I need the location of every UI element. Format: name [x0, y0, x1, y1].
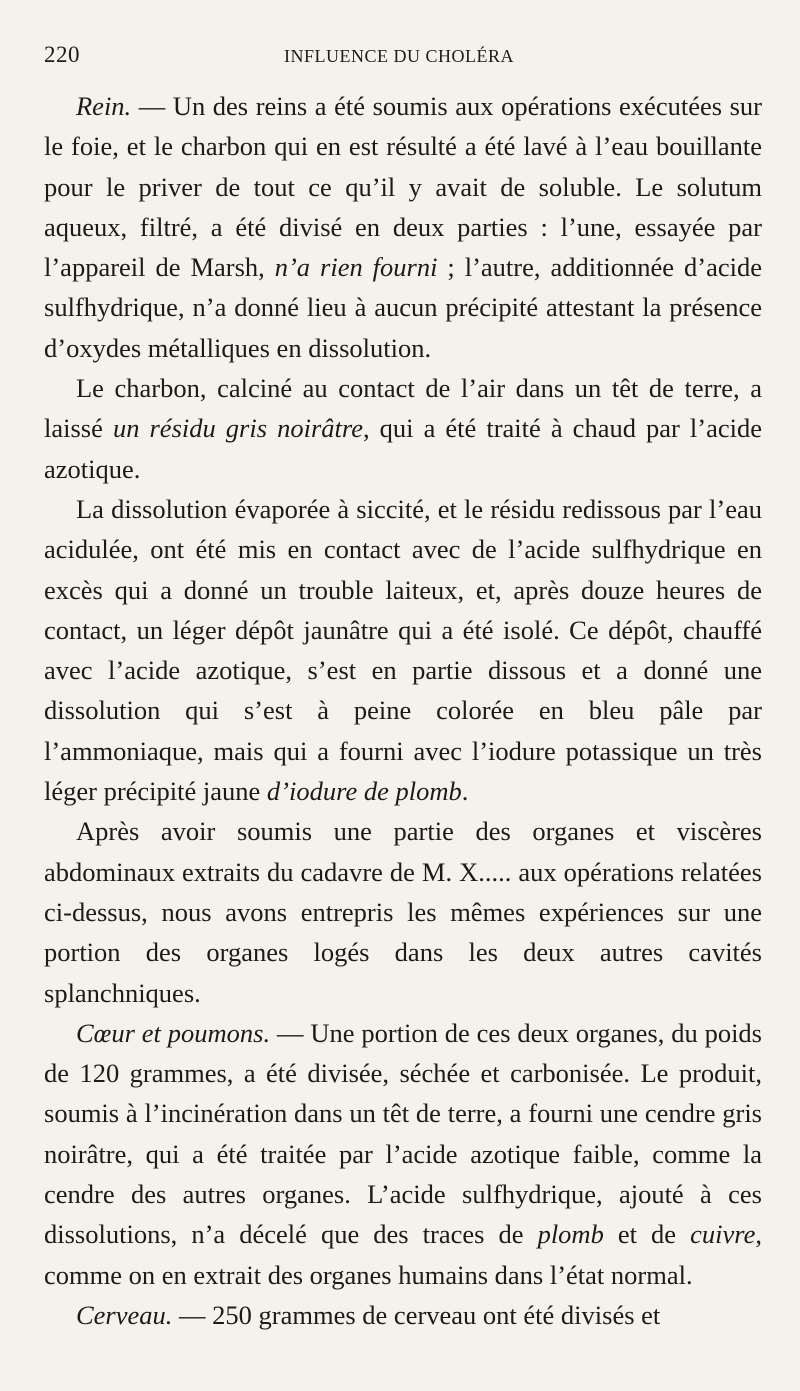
page-number: 220: [44, 42, 80, 67]
paragraph-text: La dissolution évaporée à siccité, et le résidu redissous par l’eau acidulée, ont été mis en contact avec de l’acide sulfhydrique en excès qui a donné un trouble laiteux, et, après douze heures de contact, un léger dépôt jaunâtre qui a été isolé. Ce dépôt, chauffé avec l’acide azotique, s’est en partie dissous et a donné une dissolution qui s’est à peine colorée en bleu pâle par l’ammoniaque, mais qui a fourni avec l’iodure potassique un très léger précipité jaune: [44, 493, 762, 807]
paragraph-text: ; l’autre, additionnée d’acide sulfhydrique, n’a donné lieu à aucun précipité attestant la présence d’oxydes métalliques en dissolution.: [44, 252, 762, 363]
italic-phrase: d’iodure de plomb: [266, 776, 462, 807]
paragraph-text: Le charbon, calciné au contact de l’air dans un têt de terre, a laissé: [44, 373, 762, 444]
paragraph-coeur-poumons: [44, 1013, 762, 1295]
paragraph-charbon: [44, 368, 762, 489]
page-header: [44, 40, 762, 80]
paragraph-text: .: [461, 776, 469, 807]
italic-phrase: plomb: [537, 1219, 604, 1250]
paragraph-rein: [44, 86, 762, 368]
section-lead-cerveau: Cerveau.: [76, 1299, 173, 1330]
running-title: INFLUENCE DU CHOLÉRA: [284, 46, 514, 66]
paragraph-text: — Un des reins a été soumis aux opérations exécutées sur le foie, et le charbon qui en est résulté a été lavé à l’eau bouillante pour le priver de tout ce qu’il y avait de soluble. Le solutum aqueux, filtré, a été divisé en deux parties : l’une, essayée par l’appareil de Marsh,: [44, 91, 762, 283]
italic-phrase: n’a rien fourni: [274, 252, 438, 283]
paragraph-organes: [44, 811, 762, 1012]
page-body: [44, 86, 762, 1335]
paragraph-text: , qui a été traité à chaud par l’acide azotique.: [44, 413, 762, 484]
paragraph-text: — 250 grammes de cerveau ont été divisés et: [172, 1299, 661, 1330]
paragraph-text: et de: [603, 1219, 691, 1250]
paragraph-text: — Une portion de ces deux organes, du poids de 120 grammes, a été divisée, séchée et carbonisée. Le produit, soumis à l’incinération dans un têt de terre, a fourni une cendre gris noirâtre, qui a été traitée par l’acide azotique faible, comme la cendre des autres organes. L’acide sulfhydrique, ajouté à ces dissolutions, n’a décelé que des traces de: [44, 1017, 762, 1250]
paragraph-dissolution: [44, 489, 762, 811]
italic-phrase: cuivre: [690, 1219, 756, 1250]
paragraph-text: , comme on en extrait des organes humains dans l’état normal.: [44, 1219, 762, 1290]
section-lead-coeur-poumons: Cœur et poumons.: [76, 1017, 271, 1048]
section-lead-rein: Rein.: [76, 91, 132, 121]
italic-phrase: un résidu gris noirâtre: [112, 413, 363, 444]
paragraph-cerveau: [44, 1295, 762, 1335]
paragraph-text: Après avoir soumis une partie des organes et viscères abdominaux extraits du cadavre de M. X..... aux opérations relatées ci-dessus, nous avons entrepris les mêmes expériences sur une portion des organes logés dans les deux autres cavités splanchniques.: [44, 816, 762, 1008]
